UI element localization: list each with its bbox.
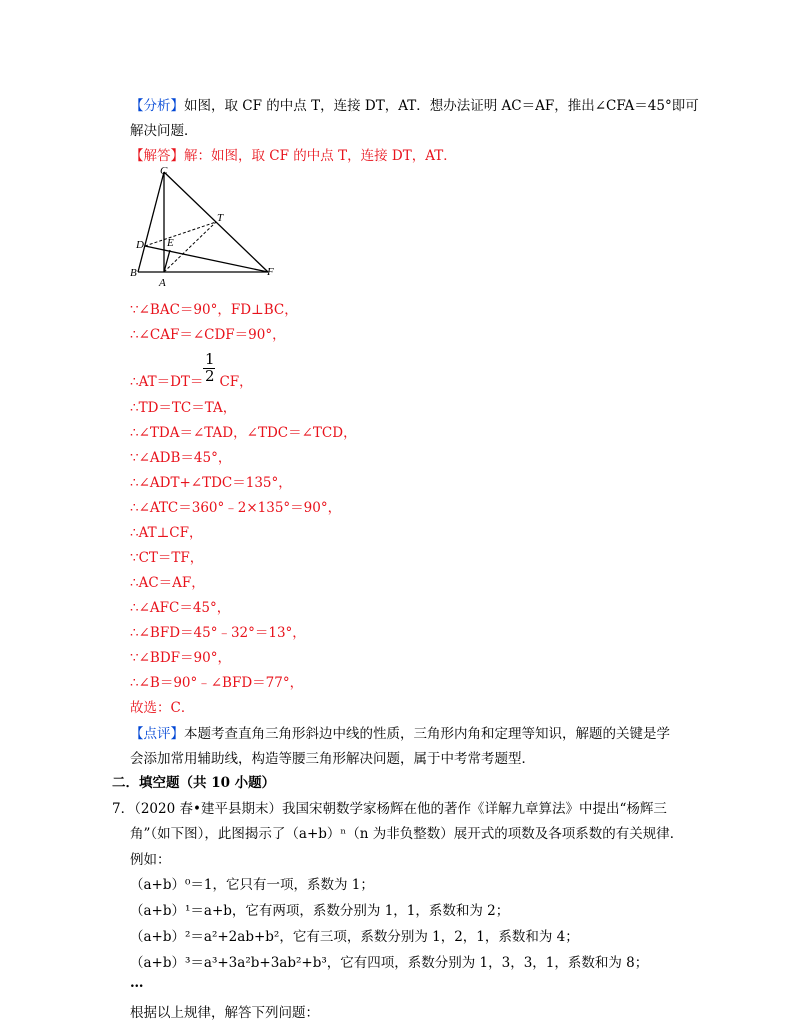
step-15: ∴∠B＝90°﹣∠BFD＝77°， (130, 675, 304, 691)
step-10: ∵CT＝TF， (130, 550, 204, 566)
step-6: ∵∠ADB＝45°， (130, 450, 232, 466)
q7-example-1: （a+b）¹＝a+b，它有两项，系数分别为 1，1，系数和为 2； (130, 903, 510, 919)
comment-line-2: 会添加常用辅助线，构造等腰三角形解决问题，属于中考常考题型． (130, 751, 535, 767)
segment-DT (145, 222, 216, 246)
answer-text: 解：如图，取 CF 的中点 T，连接 DT，AT． (184, 148, 457, 164)
q7-example-0: （a+b）⁰＝1，它只有一项，系数为 1； (130, 877, 374, 893)
step-14: ∵∠BDF＝90°， (130, 650, 231, 666)
segment-BC (138, 172, 164, 272)
step-13: ∴∠BFD＝45°﹣32°＝13°， (130, 625, 306, 641)
step-12: ∴∠AFC＝45°， (130, 600, 231, 616)
label-E: E (167, 237, 174, 249)
q7-ellipsis: … (130, 975, 144, 991)
analysis-text-1: 如图，取 CF 的中点 T，连接 DT，AT．想办法证明 AC＝AF，推出∠CFA＝45°即可 (184, 98, 699, 114)
step-3 (130, 370, 253, 390)
label-C: C (160, 165, 168, 177)
q7-line-2: 角”（如下图），此图揭示了（a+b）ⁿ（n 为非负整数）展开式的项数及各项系数的有关规律． (130, 826, 684, 842)
comment-text-1: 本题考查直角三角形斜边中线的性质，三角形内角和定理等知识，解题的关键是学 (184, 726, 670, 742)
label-T: T (217, 212, 224, 224)
label-F: F (267, 266, 274, 278)
analysis-line-2: 解决问题． (130, 123, 198, 139)
section-title: 二．填空题（共 10 小题） (112, 775, 276, 791)
step-16: 故选：C． (130, 700, 195, 716)
step-5: ∴∠TDA＝∠TAD，∠TDC＝∠TCD， (130, 425, 357, 441)
step-2: ∴∠CAF＝∠CDF＝90°， (130, 327, 286, 343)
step-3-tail: CF， (219, 374, 253, 390)
step-4: ∴TD＝TC＝TA， (130, 400, 237, 416)
step-3-lead: ∴AT＝DT＝ (130, 374, 204, 390)
fraction-numerator: 1 (205, 350, 215, 368)
step-7: ∴∠ADT+∠TDC＝135°， (130, 475, 292, 491)
comment-tag: 【点评】 (130, 726, 184, 742)
answer-tag: 【解答】 (130, 148, 184, 164)
analysis-line-1 (130, 94, 699, 114)
fraction-denominator: 2 (205, 367, 215, 385)
step-1: ∵∠BAC＝90°，FD⊥BC， (130, 302, 298, 318)
step-8: ∴∠ATC＝360°﹣2×135°＝90°， (130, 500, 342, 516)
triangle-diagram (128, 164, 288, 288)
analysis-tag: 【分析】 (130, 98, 184, 114)
comment-line-1 (130, 722, 670, 742)
geometry-figure (128, 164, 288, 288)
answer-line (130, 144, 457, 164)
q7-last-line: 根据以上规律，解答下列问题： (130, 1005, 319, 1021)
q7-example-2: （a+b）²＝a²+2ab+b²，它有三项，系数分别为 1，2，1，系数和为 4； (130, 929, 579, 945)
q7-example-3: （a+b）³＝a³+3a²b+3ab²+b³，它有四项，系数分别为 1，3，3，1，系数和为 8； (130, 955, 649, 971)
step-11: ∴AC＝AF， (130, 575, 205, 591)
step-9: ∴AT⊥CF， (130, 525, 203, 541)
label-A: A (159, 277, 166, 288)
label-B: B (130, 267, 137, 279)
label-D: D (136, 239, 144, 251)
segment-AE (164, 250, 170, 272)
q7-line-3: 例如： (130, 852, 171, 868)
q7-line-1: 7．（2020 春•建平县期末）我国宋朝数学家杨辉在他的著作《详解九章算法》中提出“杨辉三 (112, 801, 667, 817)
